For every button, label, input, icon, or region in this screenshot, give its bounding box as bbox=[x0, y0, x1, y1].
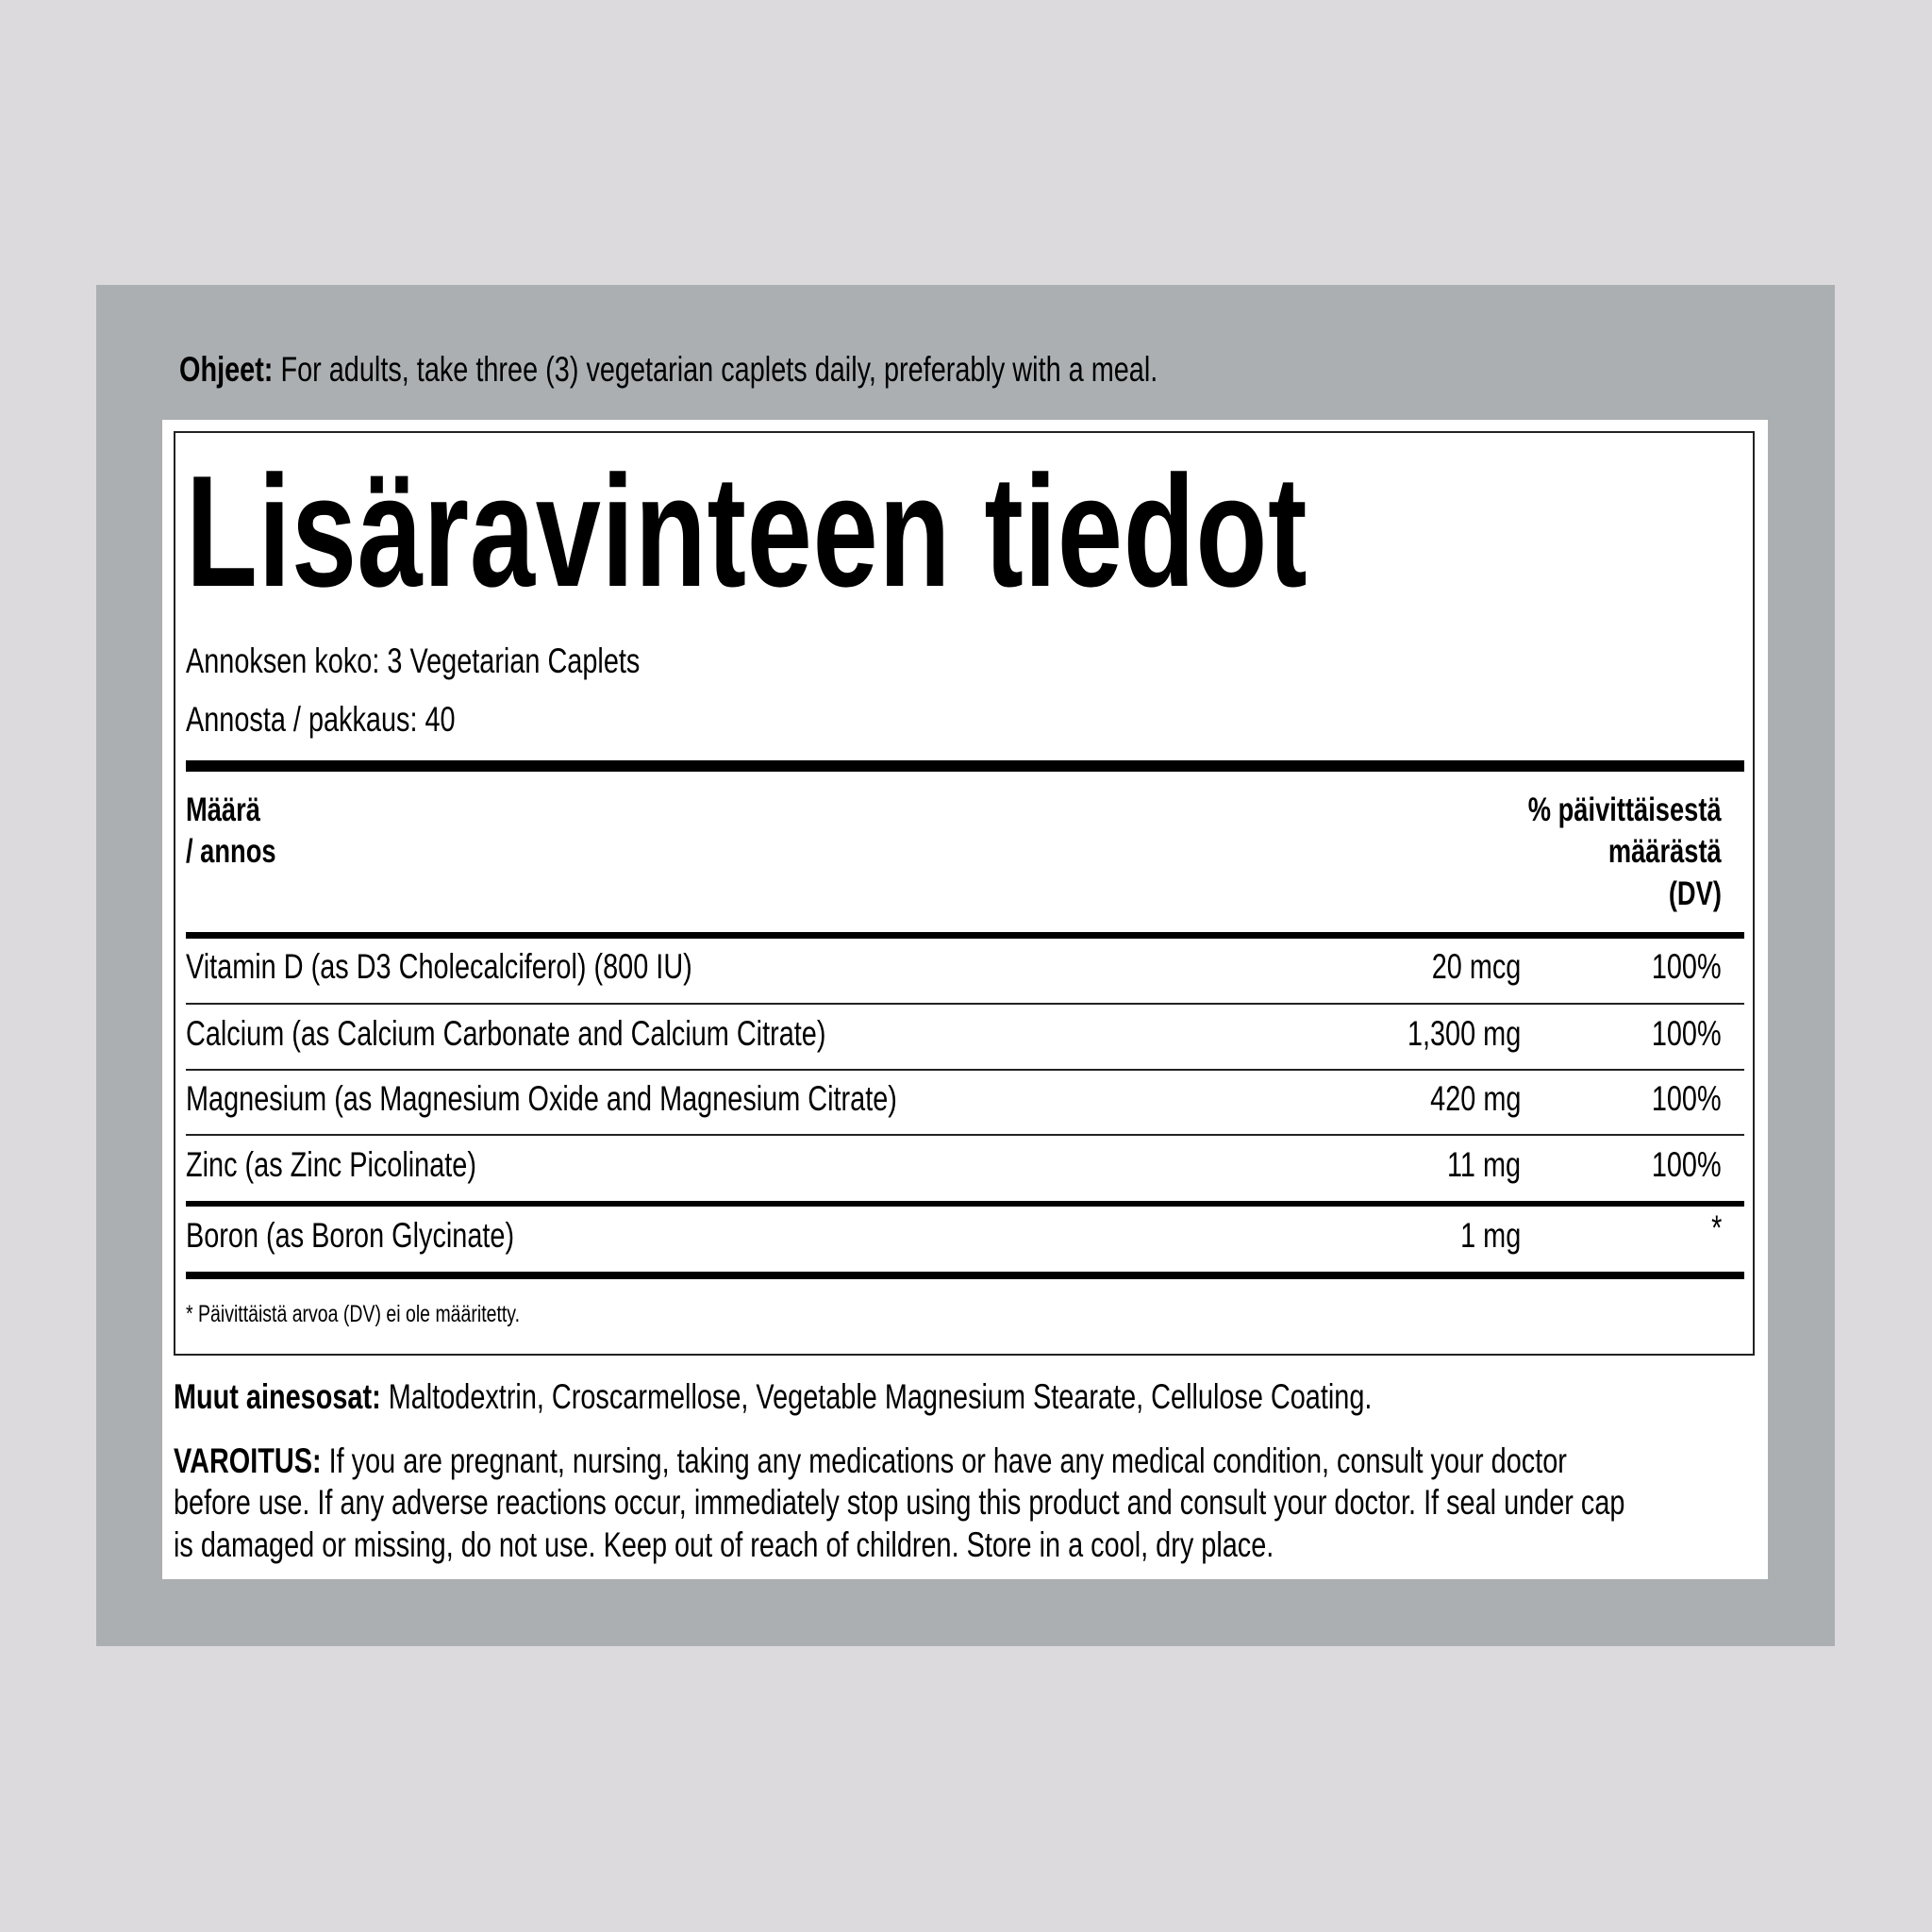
amount-header-line2: / annos bbox=[186, 833, 276, 870]
nutrient-dv: 100% bbox=[1652, 1145, 1722, 1184]
row-divider bbox=[186, 1003, 1744, 1005]
dv-header-line3: (DV) bbox=[1668, 875, 1722, 912]
section-divider bbox=[186, 1201, 1744, 1207]
dv-header-line2: määrästä bbox=[1608, 833, 1722, 870]
nutrient-amount: 1 mg bbox=[1459, 1216, 1521, 1255]
nutrient-name: Zinc (as Zinc Picolinate) bbox=[186, 1145, 476, 1184]
panel-title: Lisäravinteen tiedot bbox=[186, 442, 1308, 620]
warning-line1 bbox=[174, 1441, 1567, 1482]
header-divider bbox=[186, 932, 1744, 939]
dv-header-line1: % päivittäisestä bbox=[1528, 791, 1722, 828]
other-ingredients bbox=[174, 1376, 1372, 1418]
thick-divider bbox=[186, 760, 1744, 772]
nutrient-dv: 100% bbox=[1652, 1079, 1722, 1118]
nutrient-amount: 20 mcg bbox=[1431, 947, 1521, 986]
amount-header-line1: Määrä bbox=[186, 791, 260, 828]
nutrient-dv: 100% bbox=[1652, 947, 1722, 986]
servings-per-container: Annosta / pakkaus: 40 bbox=[186, 700, 456, 739]
other-ingredients-text: Maltodextrin, Croscarmellose, Vegetable Magnesium Stearate, Cellulose Coating. bbox=[380, 1377, 1373, 1416]
nutrient-name: Magnesium (as Magnesium Oxide and Magnesium Citrate) bbox=[186, 1079, 897, 1118]
directions-label: Ohjeet: bbox=[179, 350, 274, 389]
nutrient-amount: 1,300 mg bbox=[1407, 1014, 1521, 1053]
warning-line3: is damaged or missing, do not use. Keep out of reach of children. Store in a cool, dry place. bbox=[174, 1525, 1274, 1564]
nutrient-name: Boron (as Boron Glycinate) bbox=[186, 1216, 515, 1255]
footnote: * Päivittäistä arvoa (DV) ei ole määritetty. bbox=[186, 1301, 521, 1327]
warning-line2: before use. If any adverse reactions occur, immediately stop using this product and consult your doctor. If seal under cap bbox=[174, 1483, 1625, 1522]
nutrient-dv: 100% bbox=[1652, 1014, 1722, 1053]
nutrient-name: Vitamin D (as D3 Cholecalciferol) (800 IU) bbox=[186, 947, 692, 986]
bottom-divider bbox=[186, 1272, 1744, 1279]
row-divider bbox=[186, 1069, 1744, 1071]
directions-text: For adults, take three (3) vegetarian caplets daily, preferably with a meal. bbox=[273, 350, 1158, 389]
other-ingredients-label: Muut ainesosat: bbox=[174, 1377, 381, 1416]
directions bbox=[179, 349, 1158, 391]
nutrient-name: Calcium (as Calcium Carbonate and Calcium Citrate) bbox=[186, 1014, 826, 1053]
nutrient-amount: 11 mg bbox=[1446, 1145, 1521, 1184]
nutrient-amount: 420 mg bbox=[1429, 1079, 1521, 1118]
row-divider bbox=[186, 1134, 1744, 1136]
serving-size: Annoksen koko: 3 Vegetarian Caplets bbox=[186, 641, 641, 680]
warning-label: VAROITUS: bbox=[174, 1441, 322, 1480]
nutrient-dv: * bbox=[1710, 1208, 1722, 1247]
warning-text-1: If you are pregnant, nursing, taking any medications or have any medical condition, consult your doctor bbox=[321, 1441, 1567, 1480]
